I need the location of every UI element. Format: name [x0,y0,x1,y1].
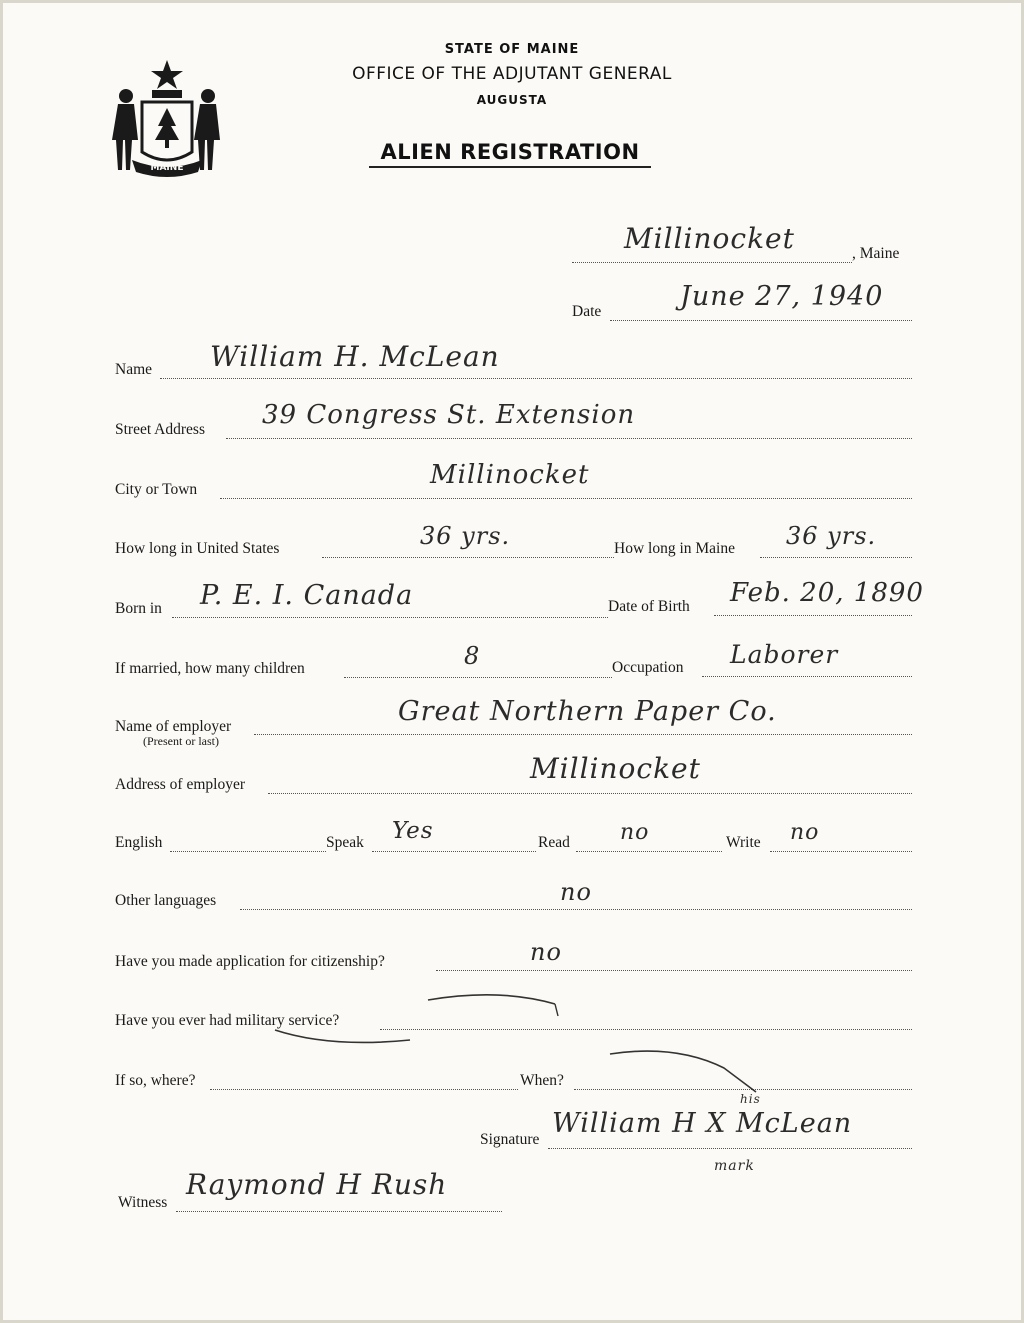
employer-value: Great Northern Paper Co. [398,696,777,727]
when-dash-strokes [606,1040,766,1100]
write-value: no [790,820,820,845]
employer-sublabel: (Present or last) [143,734,219,748]
signature-line [548,1148,912,1149]
employer-label: Name of employer [115,718,232,735]
english-label: English [115,834,163,851]
name-label: Name [115,361,153,378]
signature-value: William H X McLean [552,1108,853,1139]
city-line [220,498,912,499]
name-line [160,378,912,379]
signature-mark: mark [714,1158,755,1174]
dob-line [714,615,912,616]
children-line [344,677,612,678]
occupation-value: Laborer [730,640,839,669]
citizenship-value: no [530,938,562,966]
name-value: William H. McLean [210,340,500,373]
other-languages-value: no [560,878,592,906]
employer-line [254,734,912,735]
military-dash-strokes [270,990,570,1050]
seal-motto: MAINE [150,163,184,173]
date-label: Date [572,303,602,320]
other-languages-label: Other languages [115,892,217,909]
military-label: Have you ever had military service? [115,1012,340,1029]
born-value: P. E. I. Canada [200,580,414,611]
where-line [210,1089,518,1090]
employer-address-line [268,793,912,794]
signature-label: Signature [480,1131,540,1148]
citizenship-label: Have you made application for citizenship? [115,953,385,970]
maine-duration-value: 36 yrs. [786,522,877,550]
signature-his: his [740,1092,761,1106]
us-duration-label: How long in United States [115,540,280,557]
city-value: Millinocket [430,460,590,490]
speak-value: Yes [392,818,434,844]
office-heading: OFFICE OF THE ADJUTANT GENERAL [352,64,672,84]
us-duration-value: 36 yrs. [420,522,511,550]
born-line [172,617,608,618]
employer-address-label: Address of employer [115,776,245,793]
write-line [770,851,912,852]
children-label: If married, how many children [115,660,305,677]
speak-label: Speak [326,834,364,851]
street-label: Street Address [115,421,205,438]
witness-line [176,1211,502,1212]
born-label: Born in [115,600,162,617]
read-label: Read [538,834,570,851]
where-label: If so, where? [115,1072,196,1089]
read-value: no [620,820,650,845]
other-languages-line [240,909,912,910]
write-label: Write [726,834,761,851]
maine-duration-line [760,557,912,558]
state-heading: STATE OF MAINE [444,42,580,57]
occupation-line [702,676,912,677]
dob-value: Feb. 20, 1890 [730,578,924,608]
date-line [610,320,912,321]
maine-duration-label: How long in Maine [614,540,735,557]
speak-line [372,851,536,852]
when-label: When? [520,1072,564,1089]
witness-value: Raymond H Rush [186,1168,448,1201]
place-suffix: , Maine [852,245,900,262]
dob-label: Date of Birth [608,598,690,615]
city-label: City or Town [115,481,198,498]
form-title: ALIEN REGISTRATION [369,140,651,168]
us-duration-line [322,557,614,558]
city-heading: AUGUSTA [476,93,548,107]
citizenship-line [436,970,912,971]
street-line [226,438,912,439]
read-line [576,851,722,852]
street-value: 39 Congress St. Extension [262,400,636,430]
date-value: June 27, 1940 [680,281,884,312]
place-line [572,262,852,263]
employer-address-value: Millinocket [530,752,701,785]
occupation-label: Occupation [612,659,684,676]
place-value: Millinocket [624,222,795,255]
children-value: 8 [464,642,481,670]
witness-label: Witness [118,1194,168,1211]
english-line [170,851,326,852]
